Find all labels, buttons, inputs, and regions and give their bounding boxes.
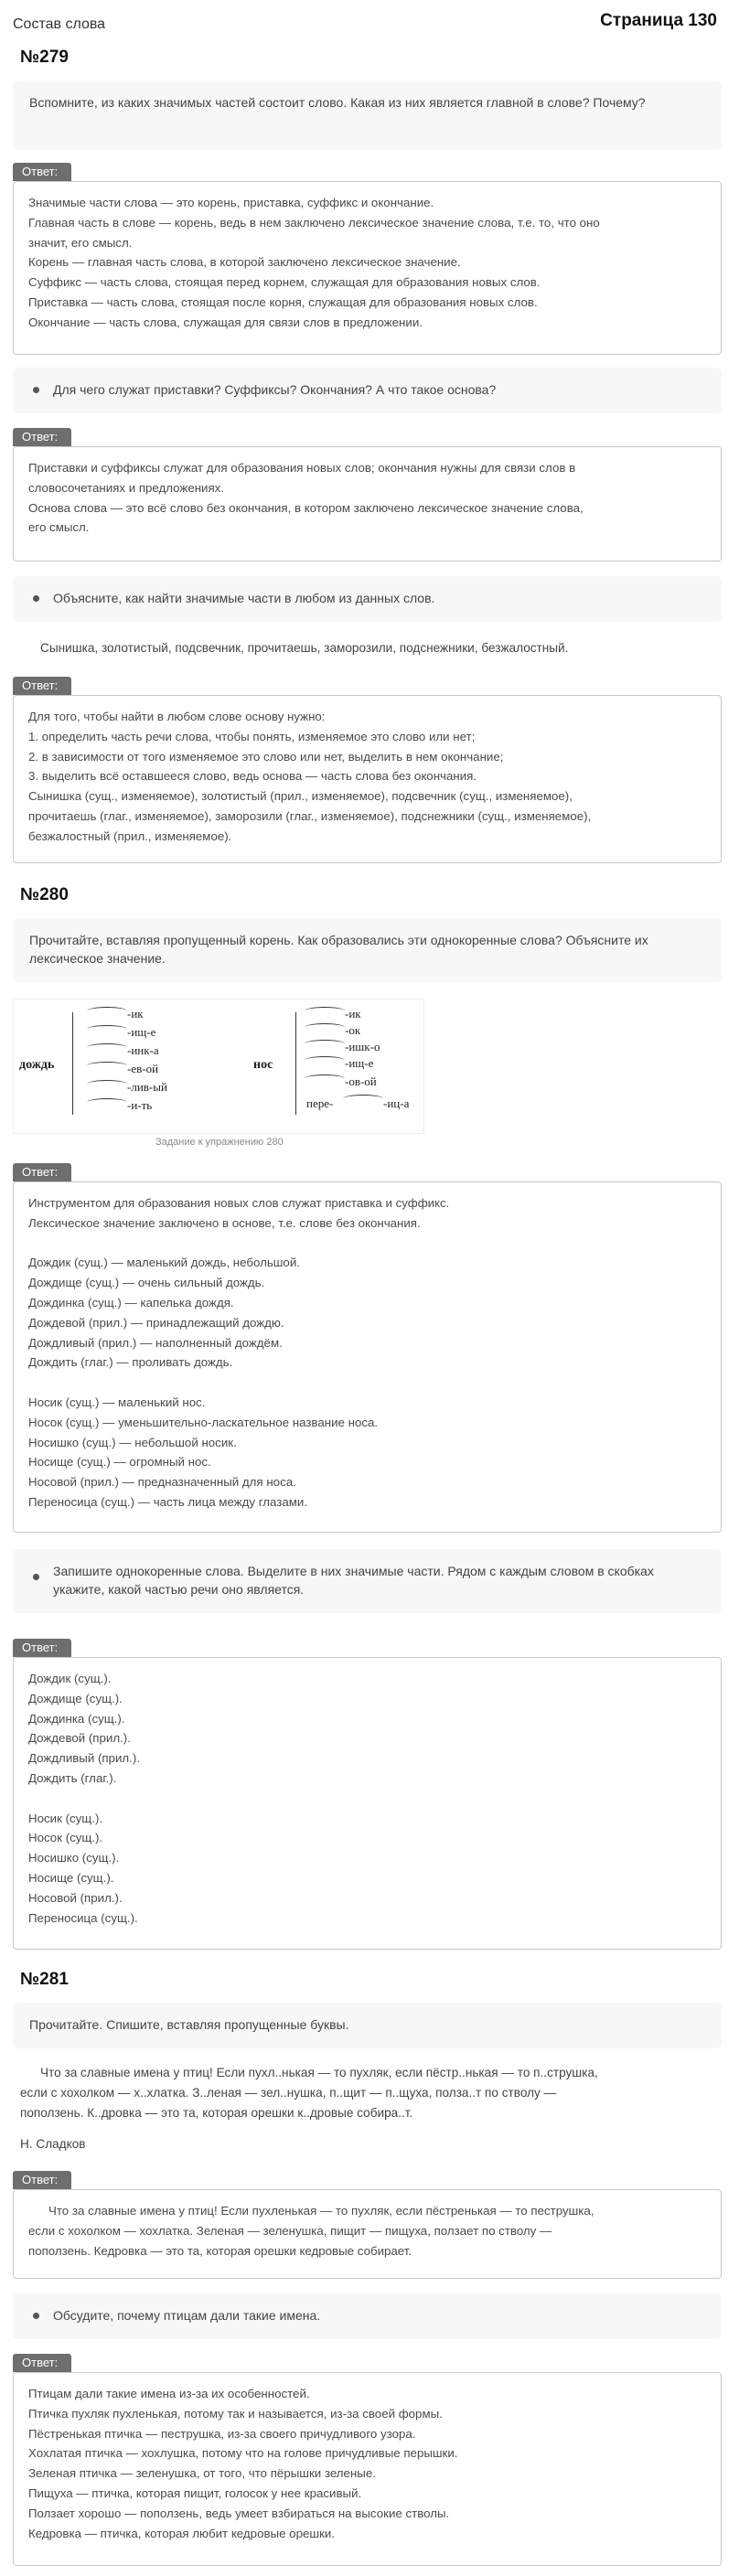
answer-281-2 (13, 2372, 722, 2566)
answer-line: прочитаешь (глаг., изменяемое), заморозили (глаг., изменяемое), подснежники (сущ., изменяемое), (28, 808, 592, 823)
question-280: Прочитайте, вставляя пропущенный корень. Как образовались эти однокоренные слова? Объясните их лексическое значение. (13, 918, 722, 982)
answer-line: Ползает хорошо — поползень, ведь умеет взбираться на высокие стволы. (28, 2506, 450, 2520)
answer-line: Носок (сущ.). (28, 1831, 103, 1845)
answer-line: Пёстренькая птичка — пеструшка, из-за своего причудливого узора. (28, 2426, 416, 2441)
answer-line: Дождить (глаг.) — проливать дождь. (28, 1355, 233, 1370)
answer-line: Для того, чтобы найти в любом слове основу нужно: (28, 710, 326, 723)
figure-suffix: -ок (345, 1023, 361, 1037)
answer-line: 2. в зависимости от того изменяемое это слово или нет, выделить в нем окончание; (28, 749, 504, 764)
answer-line: Носик (сущ.) — маленький нос. (28, 1395, 206, 1409)
answer-line: Инструментом для образования новых слов служат приставка и суффикс. (28, 1196, 450, 1210)
source-line: поползень. К..дровка — это та, которая орешки к..дровые собира..т. (20, 2106, 413, 2120)
word-list: Сынишка, золотистый, подсвечник, прочитаешь, заморозили, подснежники, безжалостный. (40, 641, 569, 655)
spacer (28, 1789, 706, 1809)
question-279: Вспомните, из каких значимых частей состоит слово. Какая из них является главной в слове? Почему? (13, 80, 722, 150)
root-arc (87, 1080, 127, 1088)
root-arc (343, 1095, 383, 1103)
page-number: Страница 130 (600, 11, 717, 30)
answer-line: Носишко (сущ.). (28, 1851, 120, 1865)
answer-line: словосочетаниях и предложениях. (28, 480, 225, 495)
figure-suffix: -ищ-е (345, 1056, 374, 1070)
answer-label: Ответ: (13, 1163, 71, 1181)
answer-line: Кедровка — птичка, которая любит кедровые орешки. (28, 2526, 335, 2540)
answer-line: Лексическое значение заключено в основе, т.е. слове без окончания. (28, 1215, 421, 1230)
answer-line: Дождить (глаг.). (28, 1770, 117, 1785)
question-279-3: Объясните, как найти значимые части в любом из данных слов. (13, 576, 722, 622)
answer-line: Пищуха — птичка, которая пищит, голосок у нее красивый. (28, 2485, 362, 2500)
answer-line: Носик (сущ.). (28, 1811, 103, 1825)
source-line: если с хохолком — х..хлатка. З..леная — зел..нушка, п..щит — п..щуха, полза..т по стволу — (20, 2086, 557, 2100)
answer-line: Окончание — часть слова, служащая для связи слов в предложении. (28, 315, 423, 329)
answer-279-3 (13, 695, 722, 863)
figure-suffix: -ик (127, 1007, 144, 1021)
answer-280-1 (13, 1181, 722, 1533)
figure-suffix: -ищ-е (127, 1025, 156, 1039)
figure-suffix: -ев-ой (127, 1062, 159, 1075)
question-281: Прочитайте. Спишите, вставляя пропущенные буквы. (13, 2003, 722, 2048)
answer-line: Что за славные имена у птиц! Если пухленькая — то пухляк, если пёстренькая — то пеструшка, (48, 2204, 594, 2218)
answer-line: Суффикс — часть слова, стоящая перед корнем, служащая для образования новых слов. (28, 275, 541, 290)
spacer (28, 1234, 706, 1254)
answer-line: Дождище (сущ.) — очень сильный дождь. (28, 1276, 265, 1290)
answer-label: Ответ: (13, 677, 71, 695)
answer-label: Ответ: (13, 2354, 71, 2372)
answer-line: Переносица (сущ.). (28, 1910, 138, 1925)
answer-line: Птицам дали такие имена из-за их особенностей. (28, 2387, 310, 2400)
answer-281-1 (13, 2189, 722, 2279)
figure-word-rain: дождь (19, 1058, 55, 1072)
root-arc (305, 1023, 345, 1031)
answer-279-1 (13, 181, 722, 355)
figure-suffix: -ов-ой (345, 1074, 377, 1088)
answer-label: Ответ: (13, 1639, 71, 1657)
subject-title: Состав слова (13, 16, 106, 32)
figure-bracket (72, 1012, 79, 1115)
question-279-2: Для чего служат приставки? Суффиксы? Окончания? А что такое основа? (13, 368, 722, 413)
figure-prefix: пере- (306, 1096, 334, 1110)
root-arc (305, 1007, 345, 1015)
author: Н. Сладков (20, 2137, 86, 2151)
root-arc (87, 1062, 127, 1070)
spacer (28, 1373, 706, 1393)
answer-line: Дождевой (прил.) — принадлежащий дождю. (28, 1315, 284, 1330)
answer-line: Дождинка (сущ.). (28, 1711, 125, 1726)
exercise-number-281: №281 (20, 1970, 69, 1989)
answer-line: Дождливый (прил.) — наполненный дождём. (28, 1335, 283, 1350)
figure-bracket (295, 1012, 302, 1115)
figure-suffix: -лив-ый (127, 1080, 167, 1094)
answer-line: Носище (сущ.) — огромный нос. (28, 1455, 211, 1470)
answer-line: Дождливый (прил.). (28, 1751, 141, 1766)
exercise-number-279: №279 (20, 48, 69, 67)
answer-line: Хохлатая птичка — хохлушка, потому что на голове причудливые перышки. (28, 2446, 458, 2461)
answer-line: значит, его смысл. (28, 235, 133, 250)
answer-label: Ответ: (13, 428, 71, 446)
figure-suffix: -и-ть (127, 1098, 153, 1112)
answer-line: 1. определить часть речи слова, чтобы понять, изменяемое это слово или нет; (28, 729, 476, 743)
root-arc (87, 1025, 127, 1033)
answer-280-2 (13, 1657, 722, 1950)
answer-line: 3. выделить всё оставшееся слово, ведь основа — часть слова без окончания. (28, 769, 477, 784)
source-line: Что за славные имена у птиц! Если пухл..нькая — то пухляк, если пёстр..нькая — то п..струшка, (40, 2066, 598, 2079)
answer-line: безжалостный (прил., изменяемое). (28, 828, 232, 843)
answer-line: Дождевой (прил.). (28, 1731, 131, 1746)
answer-line: Значимые части слова — это корень, приставка, суффикс и окончание. (28, 196, 434, 209)
answer-line: Приставка — часть слова, стоящая после корня, служащая для образования новых слов. (28, 294, 538, 309)
answer-line: Зеленая птичка — зеленушка, от того, что пёрышки зеленые. (28, 2466, 376, 2481)
answer-line: Носище (сущ.). (28, 1870, 114, 1885)
answer-line: Дождище (сущ.). (28, 1691, 123, 1705)
root-arc (305, 1056, 345, 1064)
figure-caption: Задание к упражнению 280 (155, 1137, 284, 1148)
exercise-number-280: №280 (20, 885, 69, 904)
answer-line: Приставки и суффиксы служат для образования новых слов; окончания нужны для связи слов в (28, 461, 576, 475)
root-arc (87, 1007, 127, 1015)
answer-line: Носок (сущ.) — уменьшительно-ласкательное название носа. (28, 1415, 379, 1429)
figure-word-nose: нос (253, 1058, 273, 1072)
answer-line: Основа слова — это всё слово без окончания, в котором заключено лексическое значение слова, (28, 500, 584, 515)
source-text (20, 2063, 724, 2123)
root-arc (305, 1040, 345, 1048)
answer-279-2 (13, 446, 722, 561)
page-header (13, 11, 726, 38)
figure-suffix: -ик (345, 1007, 361, 1021)
figure-suffix: -иц-а (383, 1096, 410, 1110)
answer-line: Носовой (прил.) — предназначенный для носа. (28, 1475, 296, 1490)
figure-suffix: -инк-а (127, 1043, 159, 1057)
answer-line: Птичка пухляк пухленькая, потому так и называется, из-за своей формы. (28, 2406, 443, 2421)
root-arc (305, 1074, 345, 1083)
answer-line: Главная часть в слове — корень, ведь в нем заключено лексическое значение слова, т.е. то, что оно (28, 215, 600, 230)
answer-line: Сынишка (сущ., изменяемое), золотистый (прил., изменяемое), подсвечник (сущ., изменяемое), (28, 789, 573, 804)
answer-line: Носовой (прил.). (28, 1890, 123, 1905)
answer-line: если с хохолком — хохлатка. Зеленая — зеленушка, пищит — пищуха, ползает по стволу — (28, 2223, 552, 2238)
answer-line: Переносица (сущ.) — часть лица между глазами. (28, 1494, 308, 1509)
question-280-2: Запишите однокоренные слова. Выделите в них значимые части. Рядом с каждым словом в скобках укажите, какой частью речи оно является. (13, 1549, 722, 1613)
root-arc (87, 1043, 127, 1052)
answer-line: его смысл. (28, 520, 90, 535)
question-281-2: Обсудите, почему птицам дали такие имена. (13, 2293, 722, 2339)
answer-label: Ответ: (13, 2171, 71, 2189)
answer-line: Дождинка (сущ.) — капелька дождя. (28, 1295, 234, 1309)
answer-label: Ответ: (13, 163, 71, 181)
morpheme-figure (13, 999, 424, 1134)
answer-line: Дождик (сущ.). (28, 1672, 112, 1685)
root-arc (87, 1098, 127, 1106)
answer-line: Носишко (сущ.) — небольшой носик. (28, 1435, 237, 1449)
answer-line: Корень — главная часть слова, в которой заключено лексическое значение. (28, 255, 461, 270)
figure-suffix: -ишк-о (345, 1040, 380, 1053)
answer-line: поползень. Кедровка — это та, которая орешки кедровые собирает. (28, 2243, 412, 2258)
answer-line: Дождик (сущ.) — маленький дождь, небольшой. (28, 1256, 300, 1270)
